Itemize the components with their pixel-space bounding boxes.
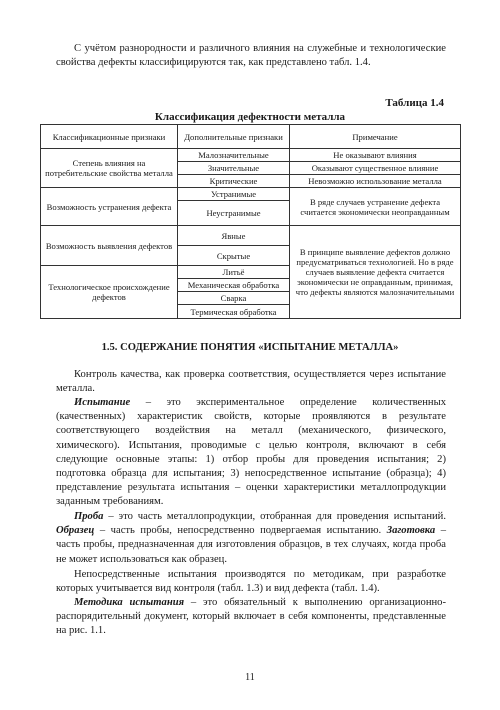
table-cell-sub: Устранимые [178,188,290,201]
table-cell-note: В ряде случаев устранение дефекта считается экономически неоправданным [290,188,461,226]
table-cell-sub: Малозначительные [178,149,290,162]
table-row [41,226,461,246]
definition-test-method: – это обязательный к выполнению организационно-распорядительный документ, который включает в себя компоненты, представленные на рис. 1.1. [56,597,446,637]
table-title: Классификация дефектности металла [154,111,346,123]
table-cell-note: Оказывают существенное влияние [290,162,461,175]
definition-specimen: – часть пробы, непосредственно подвергаемая испытанию. [94,525,387,537]
table-header-cell: Примечание [290,125,461,149]
definition-blank: – часть пробы, предназначенная для изготовления образцов, в тех случаях, когда проба не может использоваться как образец. [56,525,446,565]
table-cell-note: Не оказывают влияния [290,149,461,162]
intro-paragraph: С учётом разнородности и различного влияния на служебные и технологические свойства дефекты классифицируются так, как представлено табл. 1.4. [56,43,446,69]
table-cell-sub: Термическая обработка [178,305,290,319]
table-cell-note: В принципе выявление дефектов должно предусматриваться технологией. Но в ряде случаев выявление дефекта считается экономически не оправданным, принимая, что дефекты являются малозначительными [290,226,461,319]
table-cell-sub: Неустранимые [178,201,290,226]
term-test-method: Методика испытания [74,597,185,608]
paragraph-sample-definitions [56,510,446,567]
table-cell-feature: Возможность устранения дефекта [41,188,178,226]
table-row [41,188,461,201]
table-row [41,149,461,162]
table-cell-feature: Степень влияния на потребительские свойства металла [41,149,178,188]
page-number: 11 [245,672,255,683]
table-caption: Таблица 1.4 [385,97,444,109]
defect-classification-table [40,124,461,319]
table-cell-sub: Литьё [178,266,290,279]
table-cell-sub: Явные [178,226,290,246]
table-cell-sub: Сварка [178,292,290,305]
table-cell-sub: Скрытые [178,246,290,266]
table-cell-sub: Значительные [178,162,290,175]
table-header-cell: Классификационные признаки [41,125,178,149]
table-header-cell: Дополнительные признаки [178,125,290,149]
paragraph-direct-testing: Непосредственные испытания производятся по методикам, при разработке которых учитывается вид контроля (табл. 1.3) и вид дефекта (табл. 1.4). [56,569,446,595]
table-cell-feature: Возможность выявления дефектов [41,226,178,266]
term-testing: Испытание [74,397,131,408]
paragraph-quality-control: Контроль качества, как проверка соответствия, осуществляется через испытание металла. [56,369,446,395]
table-header-row [41,125,461,149]
definition-testing: – это экспериментальное определение количественных (качественных) характеристик свойств, которые проявляются в результате соответствующего воздействия на металл (механического, физического, химического). Испытания, проводимые с целью контроля, включают в себя следующие основные этапы: 1) отбор пробы для проведения испытания; 2) подготовка образца для испытания; 3) непосредственное испытание (образца); 4) представление результата испытания – оценки характеристики металлопродукции заданным требованиям. [56,397,446,508]
table-cell-note: Невозможно использование металла [290,175,461,188]
table-cell-sub: Критические [178,175,290,188]
paragraph-test-method [56,596,446,639]
definition-sample: – это часть металлопродукции, отобранная для проведения испытаний. [103,511,446,522]
term-blank: Заготовка [386,525,436,537]
term-specimen: Образец [56,525,95,537]
term-sample: Проба [74,511,104,522]
paragraph-testing-definition [56,396,446,510]
section-heading: 1.5. СОДЕРЖАНИЕ ПОНЯТИЯ «ИСПЫТАНИЕ МЕТАЛЛА» [101,342,399,353]
table-cell-feature: Технологическое происхождение дефектов [41,266,178,319]
table-cell-sub: Механическая обработка [178,279,290,292]
